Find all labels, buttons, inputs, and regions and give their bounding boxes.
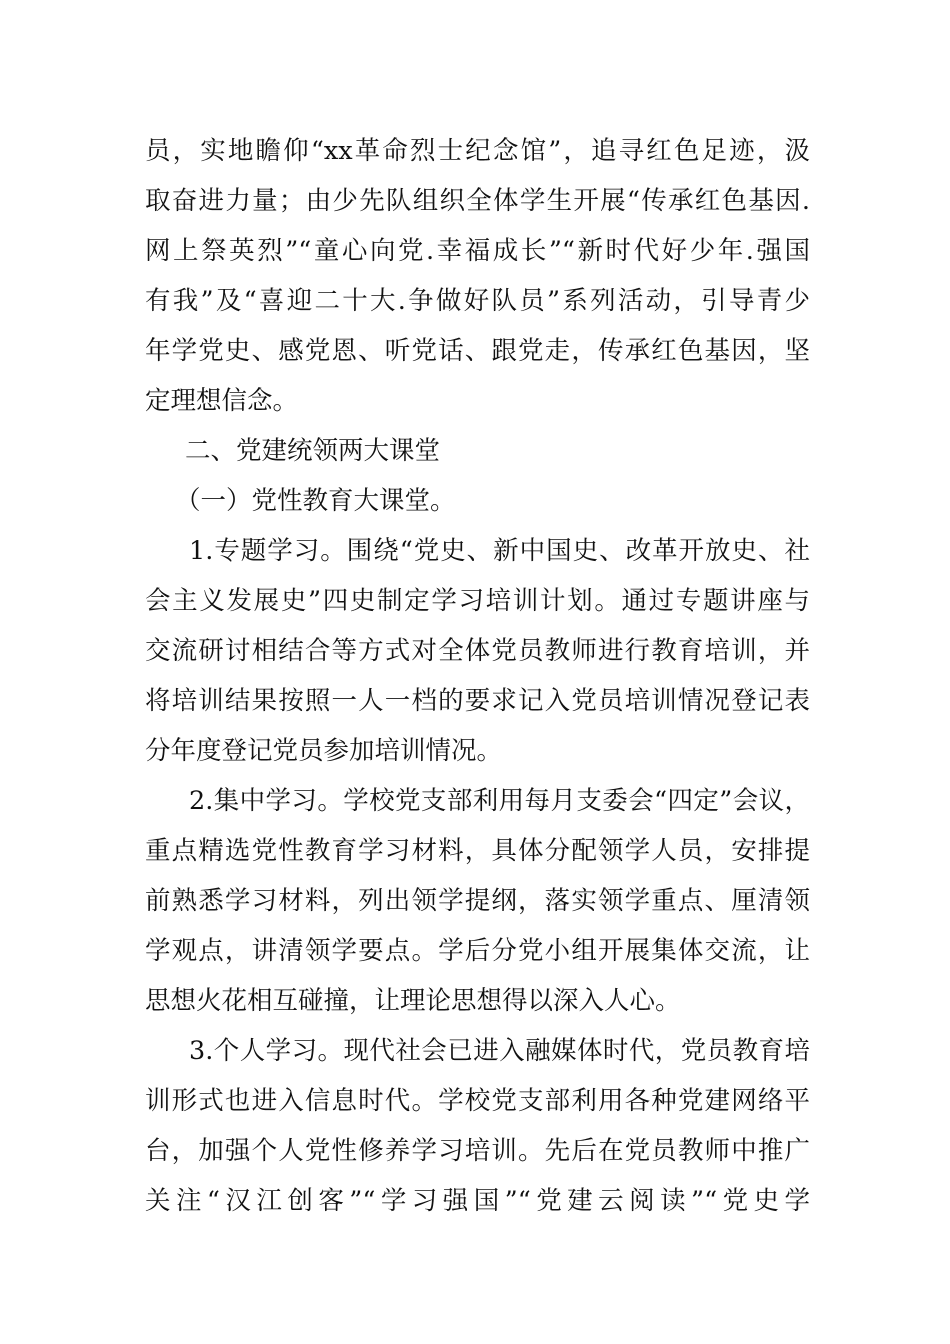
text-line: 交流研讨相结合等方式对全体党员教师进行教育培训，并 <box>145 636 810 666</box>
body-text <box>145 126 810 1226</box>
section-heading: 二、党建统领两大课堂 <box>185 436 441 466</box>
text-line: 将培训结果按照一人一档的要求记入党员培训情况登记表 <box>145 686 810 716</box>
text-line: 2.集中学习。学校党支部利用每月支委会“四定”会议， <box>189 786 810 816</box>
text-line: 网上祭英烈”“童心向党.幸福成长”“新时代好少年.强国 <box>145 236 810 266</box>
text-line: 训形式也进入信息时代。学校党支部利用各种党建网络平 <box>145 1086 810 1116</box>
text-line: 重点精选党性教育学习材料，具体分配领学人员，安排提 <box>145 836 810 866</box>
subsection-heading: （一）党性教育大课堂。 <box>175 486 456 516</box>
text-line: 学观点，讲清领学要点。学后分党小组开展集体交流，让 <box>145 936 810 966</box>
text-line: 思想火花相互碰撞，让理论思想得以深入人心。 <box>145 986 681 1016</box>
text-line: 会主义发展史”四史制定学习培训计划。通过专题讲座与 <box>145 586 810 616</box>
text-line: 3.个人学习。现代社会已进入融媒体时代，党员教育培 <box>189 1036 810 1066</box>
text-line: 台，加强个人党性修养学习培训。先后在党员教师中推广 <box>145 1136 810 1166</box>
text-line: 分年度登记党员参加培训情况。 <box>145 736 503 766</box>
text-line: 有我”及“喜迎二十大.争做好队员”系列活动，引导青少 <box>145 286 810 316</box>
text-line: 定理想信念。 <box>145 386 299 416</box>
text-line: 前熟悉学习材料，列出领学提纲，落实领学重点、厘清领 <box>145 886 810 916</box>
text-line: 1.专题学习。围绕“党史、新中国史、改革开放史、社 <box>189 536 810 566</box>
text-line: 员，实地瞻仰“xx革命烈士纪念馆”，追寻红色足迹，汲 <box>145 136 810 166</box>
text-line: 取奋进力量；由少先队组织全体学生开展“传承红色基因. <box>145 186 810 216</box>
text-line: 关注“汉江创客”“学习强国”“党建云阅读”“党史学 <box>145 1186 810 1216</box>
text-line: 年学党史、感党恩、听党话、跟党走，传承红色基因，坚 <box>145 336 810 366</box>
